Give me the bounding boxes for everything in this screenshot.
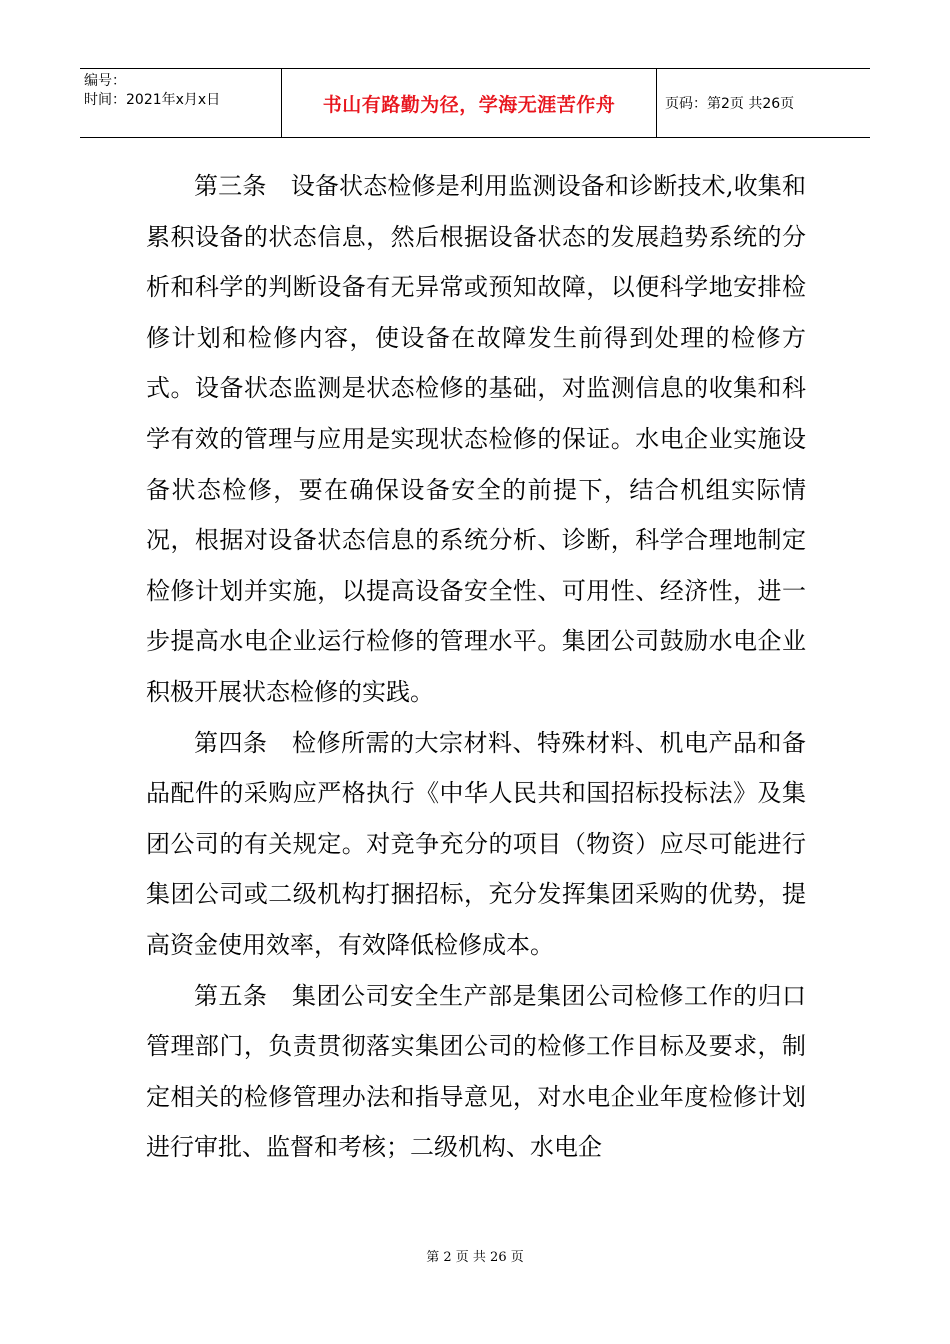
article-5-paragraph: 第五条 集团公司安全生产部是集团公司检修工作的归口管理部门，负责贯彻落实集团公司的检修工作目标及要求，制定相关的检修管理办法和指导意见，对水电企业年度检修计划进行审批、监督和考核；二级机构、水电企 bbox=[146, 981, 806, 1162]
article-4-paragraph: 第四条 检修所需的大宗材料、特殊材料、机电产品和备品配件的采购应严格执行《中华人民共和国招标投标法》及集团公司的有关规定。对竞争充分的项目（物资）应尽可能进行集团公司或二级机构打捆招标，充分发挥集团采购的优势，提高资金使用效率，有效降低检修成本。 bbox=[146, 728, 806, 959]
header-meta bbox=[80, 69, 282, 137]
header-page-info: 页码：第2页 共26页 bbox=[665, 96, 795, 112]
page-footer: 第 2 页 共 26 页 bbox=[426, 1250, 524, 1265]
article-3-paragraph: 第三条 设备状态检修是利用监测设备和诊断技术,收集和累积设备的状态信息，然后根据设备状态的发展趋势系统的分析和科学的判断设备有无异常或预知故障，以便科学地安排检修计划和检修内容，使设备在故障发生前得到处理的检修方式。设备状态监测是状态检修的基础，对监测信息的收集和科学有效的管理与应用是实现状态检修的保证。水电企业实施设备状态检修，要在确保设备安全的前提下，结合机组实际情况，根据对设备状态信息的系统分析、诊断，科学合理地制定检修计划并实施，以提高设备安全性、可用性、经济性，进一步提高水电企业运行检修的管理水平。集团公司鼓励水电企业积极开展状态检修的实践。 bbox=[146, 172, 806, 706]
time-label: 时间：2021年x月x日 bbox=[84, 92, 221, 108]
serial-label: 编号： bbox=[84, 73, 126, 89]
document-body bbox=[146, 161, 806, 1173]
header-motto: 书山有路勤为径，学海无涯苦作舟 bbox=[282, 69, 657, 137]
page-header bbox=[80, 68, 870, 138]
